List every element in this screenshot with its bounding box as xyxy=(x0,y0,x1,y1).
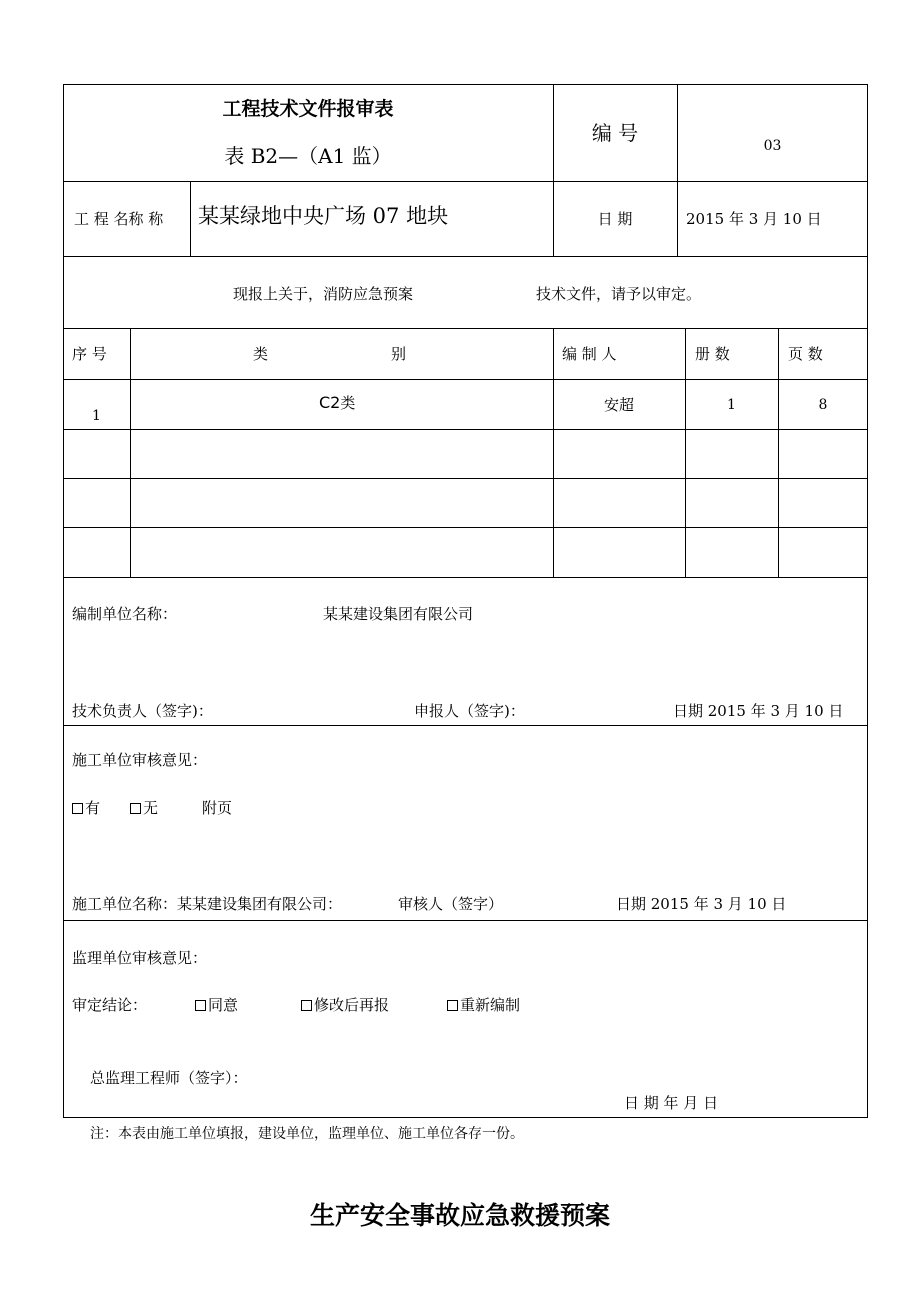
contractor-review-date: 日期 2015 年 3 月 10 日 xyxy=(616,895,787,913)
rule-row-3-bottom xyxy=(63,527,868,528)
row-1-category-suffix: 类 xyxy=(340,394,356,412)
option-agree[interactable] xyxy=(195,996,238,1014)
project-name-label: 工 程 名称 称 xyxy=(74,210,164,228)
compile-date: 日期 2015 年 3 月 10 日 xyxy=(673,702,844,720)
rule-row-1-bottom xyxy=(63,429,868,430)
rule-v-seq xyxy=(130,328,131,577)
checkbox-agree[interactable] xyxy=(195,1000,206,1011)
compile-unit-label: 编制单位名称： xyxy=(72,605,178,623)
option-recompile-label: 重新编制 xyxy=(460,996,521,1014)
document-title: 生产安全事故应急救援预案 xyxy=(309,1201,610,1230)
checkbox-no[interactable] xyxy=(130,803,141,814)
rule-project-bottom xyxy=(63,256,868,257)
col-header-author: 编 制 人 xyxy=(562,345,617,363)
chief-engineer-signature: 总监理工程师（签字）： xyxy=(90,1069,248,1087)
rule-compile-bottom xyxy=(63,725,868,726)
rule-v-volumes xyxy=(778,328,779,577)
rule-v-author xyxy=(685,328,686,577)
rule-table-bottom xyxy=(63,577,868,578)
supervisor-review-label: 监理单位审核意见： xyxy=(72,949,208,967)
rule-table-header-bottom xyxy=(63,379,868,380)
tech-lead-signature: 技术负责人（签字)： xyxy=(72,702,213,720)
checkbox-revise[interactable] xyxy=(301,1000,312,1011)
row-1-seq: 1 xyxy=(92,408,101,424)
option-yes[interactable] xyxy=(72,799,100,817)
compile-unit-value: 某某建设集团有限公司 xyxy=(323,605,474,623)
contractor-unit-line: 施工单位名称：某某建设集团有限公司： xyxy=(72,895,343,913)
row-1-pages: 8 xyxy=(818,397,828,413)
project-date-label: 日 期 xyxy=(597,210,633,228)
option-recompile[interactable] xyxy=(447,996,520,1014)
project-name-value: 某某绿地中央广场 07 地块 xyxy=(198,204,449,228)
row-1-category-code: C2 xyxy=(319,393,341,412)
option-no[interactable] xyxy=(130,799,158,817)
option-revise-label: 修改后再报 xyxy=(314,996,390,1014)
col-header-seq: 序 号 xyxy=(72,345,107,363)
rule-v-category xyxy=(553,328,554,577)
form-code: 表 B2—（A1 监） xyxy=(224,144,392,168)
checkbox-recompile[interactable] xyxy=(447,1000,458,1011)
form-title: 工程技术文件报审表 xyxy=(222,98,394,120)
submission-prefix: 现报上关于，消防应急预案 xyxy=(233,285,414,303)
col-header-category-a: 类 xyxy=(253,345,269,363)
rule-header-bottom xyxy=(63,181,868,182)
rule-v-project-label xyxy=(190,181,191,256)
footnote: 注：本表由施工单位填报，建设单位，监理单位、施工单位各存一份。 xyxy=(90,1126,524,1142)
row-1-volumes: 1 xyxy=(727,397,736,413)
col-header-category-b: 别 xyxy=(391,345,407,363)
checkbox-yes[interactable] xyxy=(72,803,83,814)
rule-row-2-bottom xyxy=(63,478,868,479)
rule-submission-bottom xyxy=(63,328,868,329)
contractor-review-label: 施工单位审核意见： xyxy=(72,751,208,769)
supervisor-review-date: 日 期 年 月 日 xyxy=(624,1094,719,1112)
col-header-volumes: 册 数 xyxy=(695,345,730,363)
option-agree-label: 同意 xyxy=(208,996,239,1014)
submission-suffix: 技术文件，请予以审定。 xyxy=(536,285,702,303)
rule-v-header-split-2 xyxy=(677,84,678,256)
number-value: 03 xyxy=(763,138,782,154)
option-yes-label: 有 xyxy=(85,799,101,817)
option-no-label: 无 xyxy=(143,799,159,817)
attachment-label: 附页 xyxy=(202,799,233,817)
conclusion-label: 审定结论： xyxy=(72,996,148,1014)
number-label: 编 号 xyxy=(591,121,639,145)
rule-v-header-split xyxy=(553,84,554,256)
row-1-author: 安超 xyxy=(603,396,634,414)
rule-contractor-bottom xyxy=(63,920,868,921)
project-date-value: 2015 年 3 月 10 日 xyxy=(686,210,822,228)
option-revise[interactable] xyxy=(301,996,389,1014)
contractor-reviewer-signature: 审核人（签字） xyxy=(398,895,504,913)
col-header-pages: 页 数 xyxy=(788,345,823,363)
reporter-signature: 申报人（签字)： xyxy=(414,702,525,720)
row-1-category xyxy=(319,394,355,412)
